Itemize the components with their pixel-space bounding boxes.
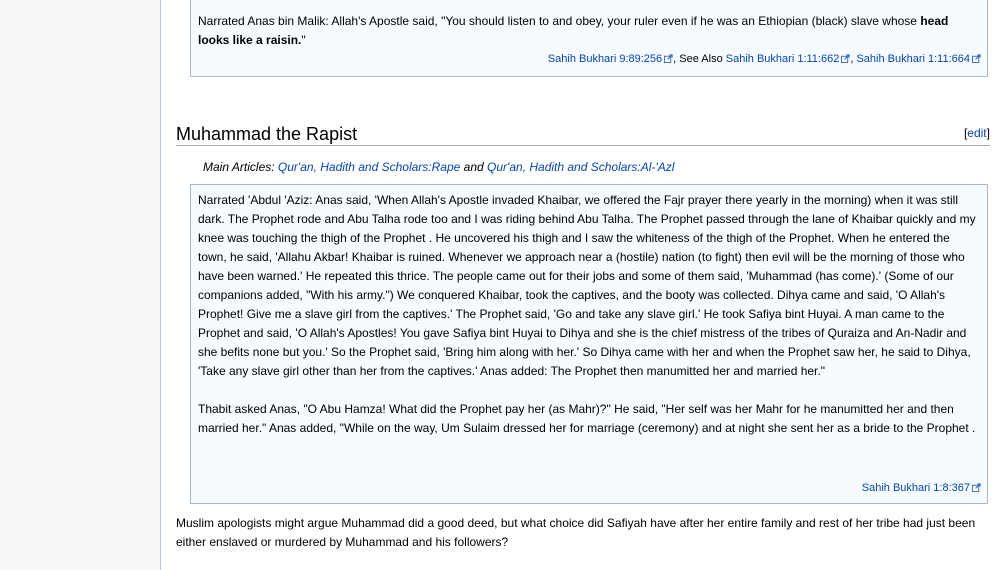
external-link-icon: [972, 483, 981, 492]
citation-link-bukhari-1-11-664[interactable]: Sahih Bukhari 1:11:664: [856, 53, 970, 65]
external-link-icon: [841, 54, 850, 63]
citation: [862, 481, 981, 495]
quote-box-bukhari-1-8-367: [190, 184, 988, 504]
section-heading: [176, 121, 990, 146]
main-article-link-al-azl[interactable]: Qur'an, Hadith and Scholars:Al-'Azl: [487, 160, 675, 174]
edit-link[interactable]: edit: [967, 126, 987, 140]
main-articles-note: Main Articles: Qur'an, Hadith and Scholars:Rape and Qur'an, Hadith and Scholars:Al-'Azl: [203, 160, 675, 174]
external-link-icon: [664, 54, 673, 63]
external-link-icon: [972, 54, 981, 63]
citation: Sahih Bukhari 9:89:256 , See Also Sahih Bukhari 1:11:662 , Sahih Bukhari 1:11:664: [548, 52, 981, 66]
quote-box-bukhari-9-89-256: [190, 0, 988, 77]
left-sidebar: [0, 0, 160, 570]
citation-link-bukhari-9-89-256[interactable]: Sahih Bukhari 9:89:256: [547, 53, 663, 65]
section-edit: [edit]: [963, 126, 990, 140]
main-articles-label: Main Articles:: [203, 160, 275, 174]
citation-link-bukhari-1-8-367[interactable]: Sahih Bukhari 1:8:367: [861, 482, 970, 494]
closing-paragraph: Muslim apologists might argue Muhammad did a good deed, but what choice did Safiyah have after her entire family and rest of her tribe had just been either enslaved or murdered by Muhammad and his followers?: [176, 516, 976, 549]
quote-text: Narrated Anas bin Malik: Allah's Apostle said, "You should listen to and obey, your ruler even if he was an Ethiopian (black) slave whose head looks like a raisin.": [198, 14, 949, 47]
section-title: Muhammad the Rapist: [176, 124, 358, 144]
quote-bold-text: head looks like a raisin.: [198, 14, 949, 47]
quote-paragraph-1: Narrated 'Abdul 'Aziz: Anas said, 'When Allah's Apostle invaded Khaibar, we offered the Fajr prayer there yearly in the morning) when it was still dark. The Prophet rode and Abu Talha rode too and I was riding behind Abu Talha. The Prophet passed through the lane of Khaibar quickly and my knee was touching the thigh of the Prophet . He uncovered his thigh and I saw the whiteness of the thigh of the Prophet. When he entered the town, he said, 'Allahu Akbar! Khaibar is ruined. Whenever we approach near a (hostile) nation (to fight) then evil will be the morning of those who have been warned.' He repeated this thrice. The people came out for their jobs and some of them said, 'Muhammad (has come).' (Some of our companions added, "With his army.") We conquered Khaibar, took the captives, and the booty was collected. Dihya came and said, 'O Allah's Prophet! Give me a slave girl from the captives.' The Prophet said, 'Go and take any slave girl.' He took Safiya bint Huyai. A man came to the Prophet and said, 'O Allah's Apostles! You gave Safiya bint Huyai to Dihya and she is the chief mistress of the tribes of Quraiza and An-Nadir and she befits none but you.' So the Prophet said, 'Bring him along with her.' So Dihya came with her and when the Prophet saw her, he said to Dihya, 'Take any slave girl other than her from the captives.' Anas added: The Prophet then manumitted her and married her.": [198, 193, 976, 378]
main-article-link-rape[interactable]: Qur'an, Hadith and Scholars:Rape: [277, 160, 461, 174]
citation-link-bukhari-1-11-662[interactable]: Sahih Bukhari 1:11:662: [725, 53, 840, 65]
quote-paragraph-2: Thabit asked Anas, "O Abu Hamza! What did the Prophet pay her (as Mahr)?" He said, "Her self was her Mahr for he manumitted her and then married her." Anas added, "While on the way, Um Sulaim dressed her for marriage (ceremony) and at night she sent her as a bride to the Prophet .: [198, 402, 976, 435]
